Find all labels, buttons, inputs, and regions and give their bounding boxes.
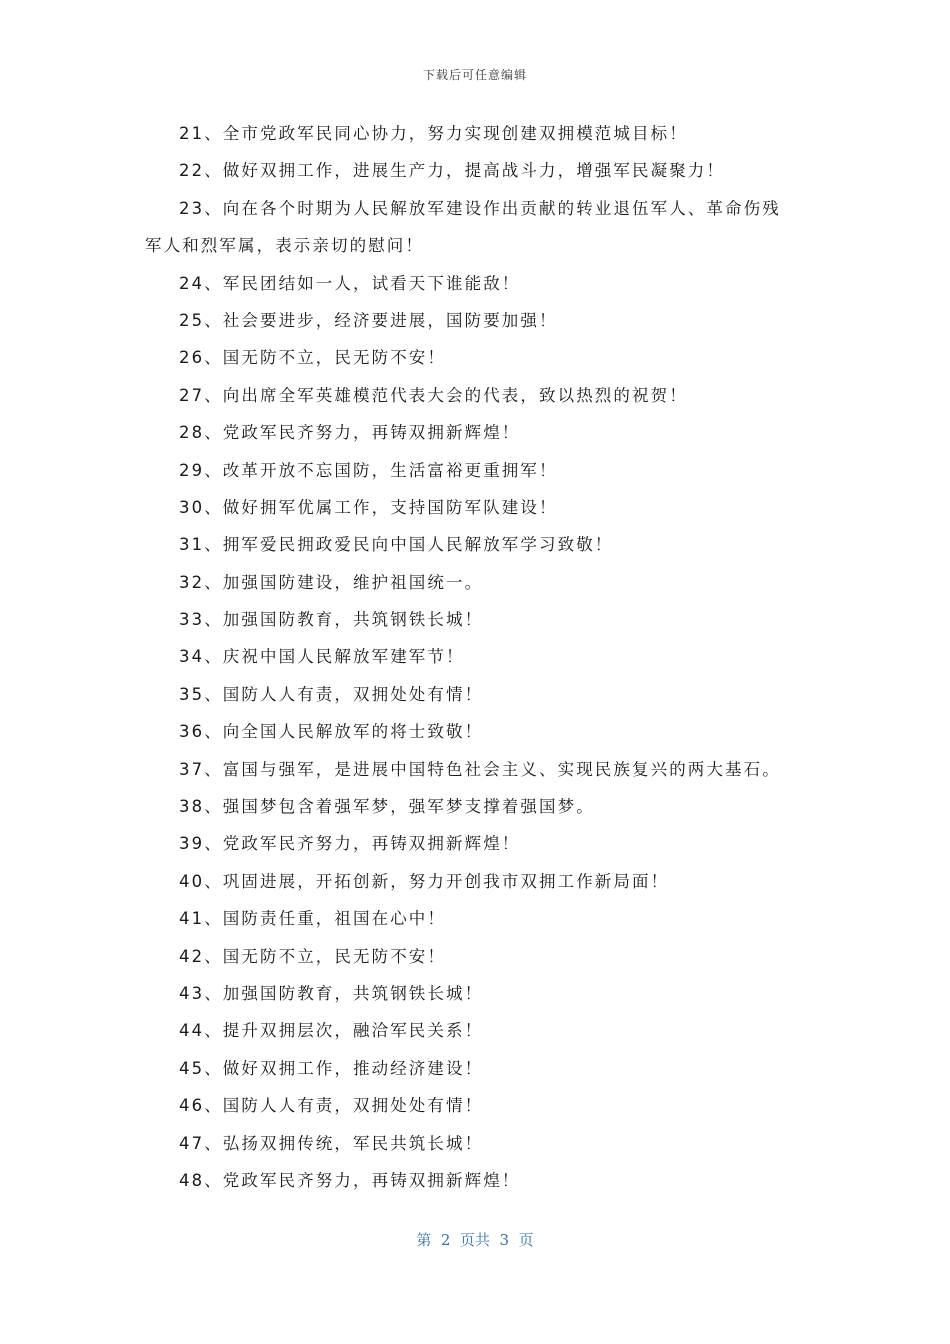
list-item: 31、拥军爱民拥政爱民向中国人民解放军学习致敬！ — [179, 535, 614, 555]
list-item: 47、弘扬双拥传统，军民共筑长城！ — [179, 1133, 484, 1153]
list-item: 40、巩固进展，开拓创新，努力开创我市双拥工作新局面！ — [179, 871, 670, 891]
list-item: 30、做好拥军优属工作，支持国防军队建设！ — [179, 497, 558, 517]
list-item-continuation: 军人和烈军属，表示亲切的慰问！ — [145, 236, 424, 256]
list-item: 22、做好双拥工作，进展生产力，提高战斗力，增强军民凝聚力！ — [179, 161, 725, 181]
list-item: 41、国防责任重，祖国在心中！ — [179, 909, 446, 929]
list-item: 36、向全国人民解放军的将士致敬！ — [179, 722, 484, 742]
list-item: 24、军民团结如一人，试看天下谁能敌！ — [179, 273, 521, 293]
list-item: 25、社会要进步，经济要进展，国防要加强！ — [179, 310, 558, 330]
list-item: 21、全市党政军民同心协力，努力实现创建双拥模范城目标！ — [179, 124, 688, 143]
list-item: 35、国防人人有责，双拥处处有情！ — [179, 684, 484, 704]
list-item: 39、党政军民齐努力，再铸双拥新辉煌！ — [179, 834, 521, 854]
list-item: 45、做好双拥工作，推动经济建设！ — [179, 1058, 484, 1078]
list-item: 46、国防人人有责，双拥处处有情！ — [179, 1096, 484, 1116]
list-item: 26、国无防不立，民无防不安！ — [179, 348, 446, 368]
list-item: 37、富国与强军，是进展中国特色社会主义、实现民族复兴的两大基石。 — [179, 759, 781, 779]
slogan-list — [145, 115, 815, 1199]
list-item: 23、向在各个时期为人民解放军建设作出贡献的转业退伍军人、革命伤残 — [179, 198, 781, 218]
list-item: 48、党政军民齐努力，再铸双拥新辉煌！ — [179, 1170, 521, 1190]
list-item: 32、加强国防建设，维护祖国统一。 — [179, 572, 484, 592]
list-item: 28、党政军民齐努力，再铸双拥新辉煌！ — [179, 423, 521, 443]
list-item: 44、提升双拥层次，融洽军民关系！ — [179, 1021, 484, 1041]
page-header: 下载后可任意编辑 — [422, 68, 527, 82]
list-item: 27、向出席全军英雄模范代表大会的代表，致以热烈的祝贺！ — [179, 385, 688, 405]
list-item: 29、改革开放不忘国防，生活富裕更重拥军！ — [179, 460, 558, 480]
page-footer: 第 2 页共 3 页 — [416, 1231, 534, 1249]
list-item: 33、加强国防教育，共筑钢铁长城！ — [179, 610, 484, 630]
list-item: 43、加强国防教育，共筑钢铁长城！ — [179, 983, 484, 1003]
list-item: 42、国无防不立，民无防不安！ — [179, 946, 446, 966]
list-item: 38、强国梦包含着强军梦，强军梦支撑着强国梦。 — [179, 797, 595, 817]
list-item: 34、庆祝中国人民解放军建军节！ — [179, 647, 465, 667]
